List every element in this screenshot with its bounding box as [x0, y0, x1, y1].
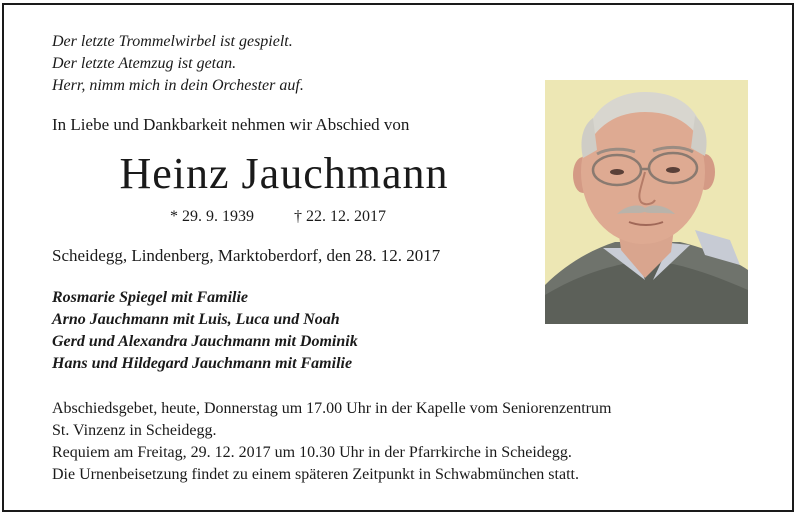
- notice-line: St. Vinzenz in Scheidegg.: [52, 422, 217, 439]
- family-member: Rosmarie Spiegel mit Familie: [52, 289, 248, 306]
- death-date: † 22. 12. 2017: [294, 208, 386, 225]
- notice-line: Requiem am Freitag, 29. 12. 2017 um 10.30 Uhr in der Pfarrkirche in Scheidegg.: [52, 444, 572, 461]
- family-member: Hans und Hildegard Jauchmann mit Familie: [52, 355, 353, 372]
- notice-line: Abschiedsgebet, heute, Donnerstag um 17.00 Uhr in der Kapelle vom Seniorenzentrum: [52, 400, 612, 417]
- poem-line: Herr, nimm mich in dein Orchester auf.: [52, 77, 304, 94]
- poem-line: Der letzte Atemzug ist getan.: [52, 55, 237, 72]
- deceased-name: Heinz Jauchmann: [119, 149, 449, 198]
- family-list: [52, 287, 358, 375]
- notice-line: Die Urnenbeisetzung findet zu einem späteren Zeitpunkt in Schwabmünchen statt.: [52, 466, 579, 483]
- service-notice: [52, 398, 752, 486]
- place-date: Scheidegg, Lindenberg, Marktoberdorf, den 28. 12. 2017: [52, 246, 441, 265]
- intro-text: In Liebe und Dankbarkeit nehmen wir Abschied von: [52, 115, 410, 134]
- family-member: Arno Jauchmann mit Luis, Luca und Noah: [52, 311, 340, 328]
- portrait-photo: [545, 80, 748, 324]
- poem: [52, 31, 304, 97]
- birth-date: * 29. 9. 1939: [170, 208, 254, 225]
- poem-line: Der letzte Trommelwirbel ist gespielt.: [52, 33, 293, 50]
- family-member: Gerd und Alexandra Jauchmann mit Dominik: [52, 333, 358, 350]
